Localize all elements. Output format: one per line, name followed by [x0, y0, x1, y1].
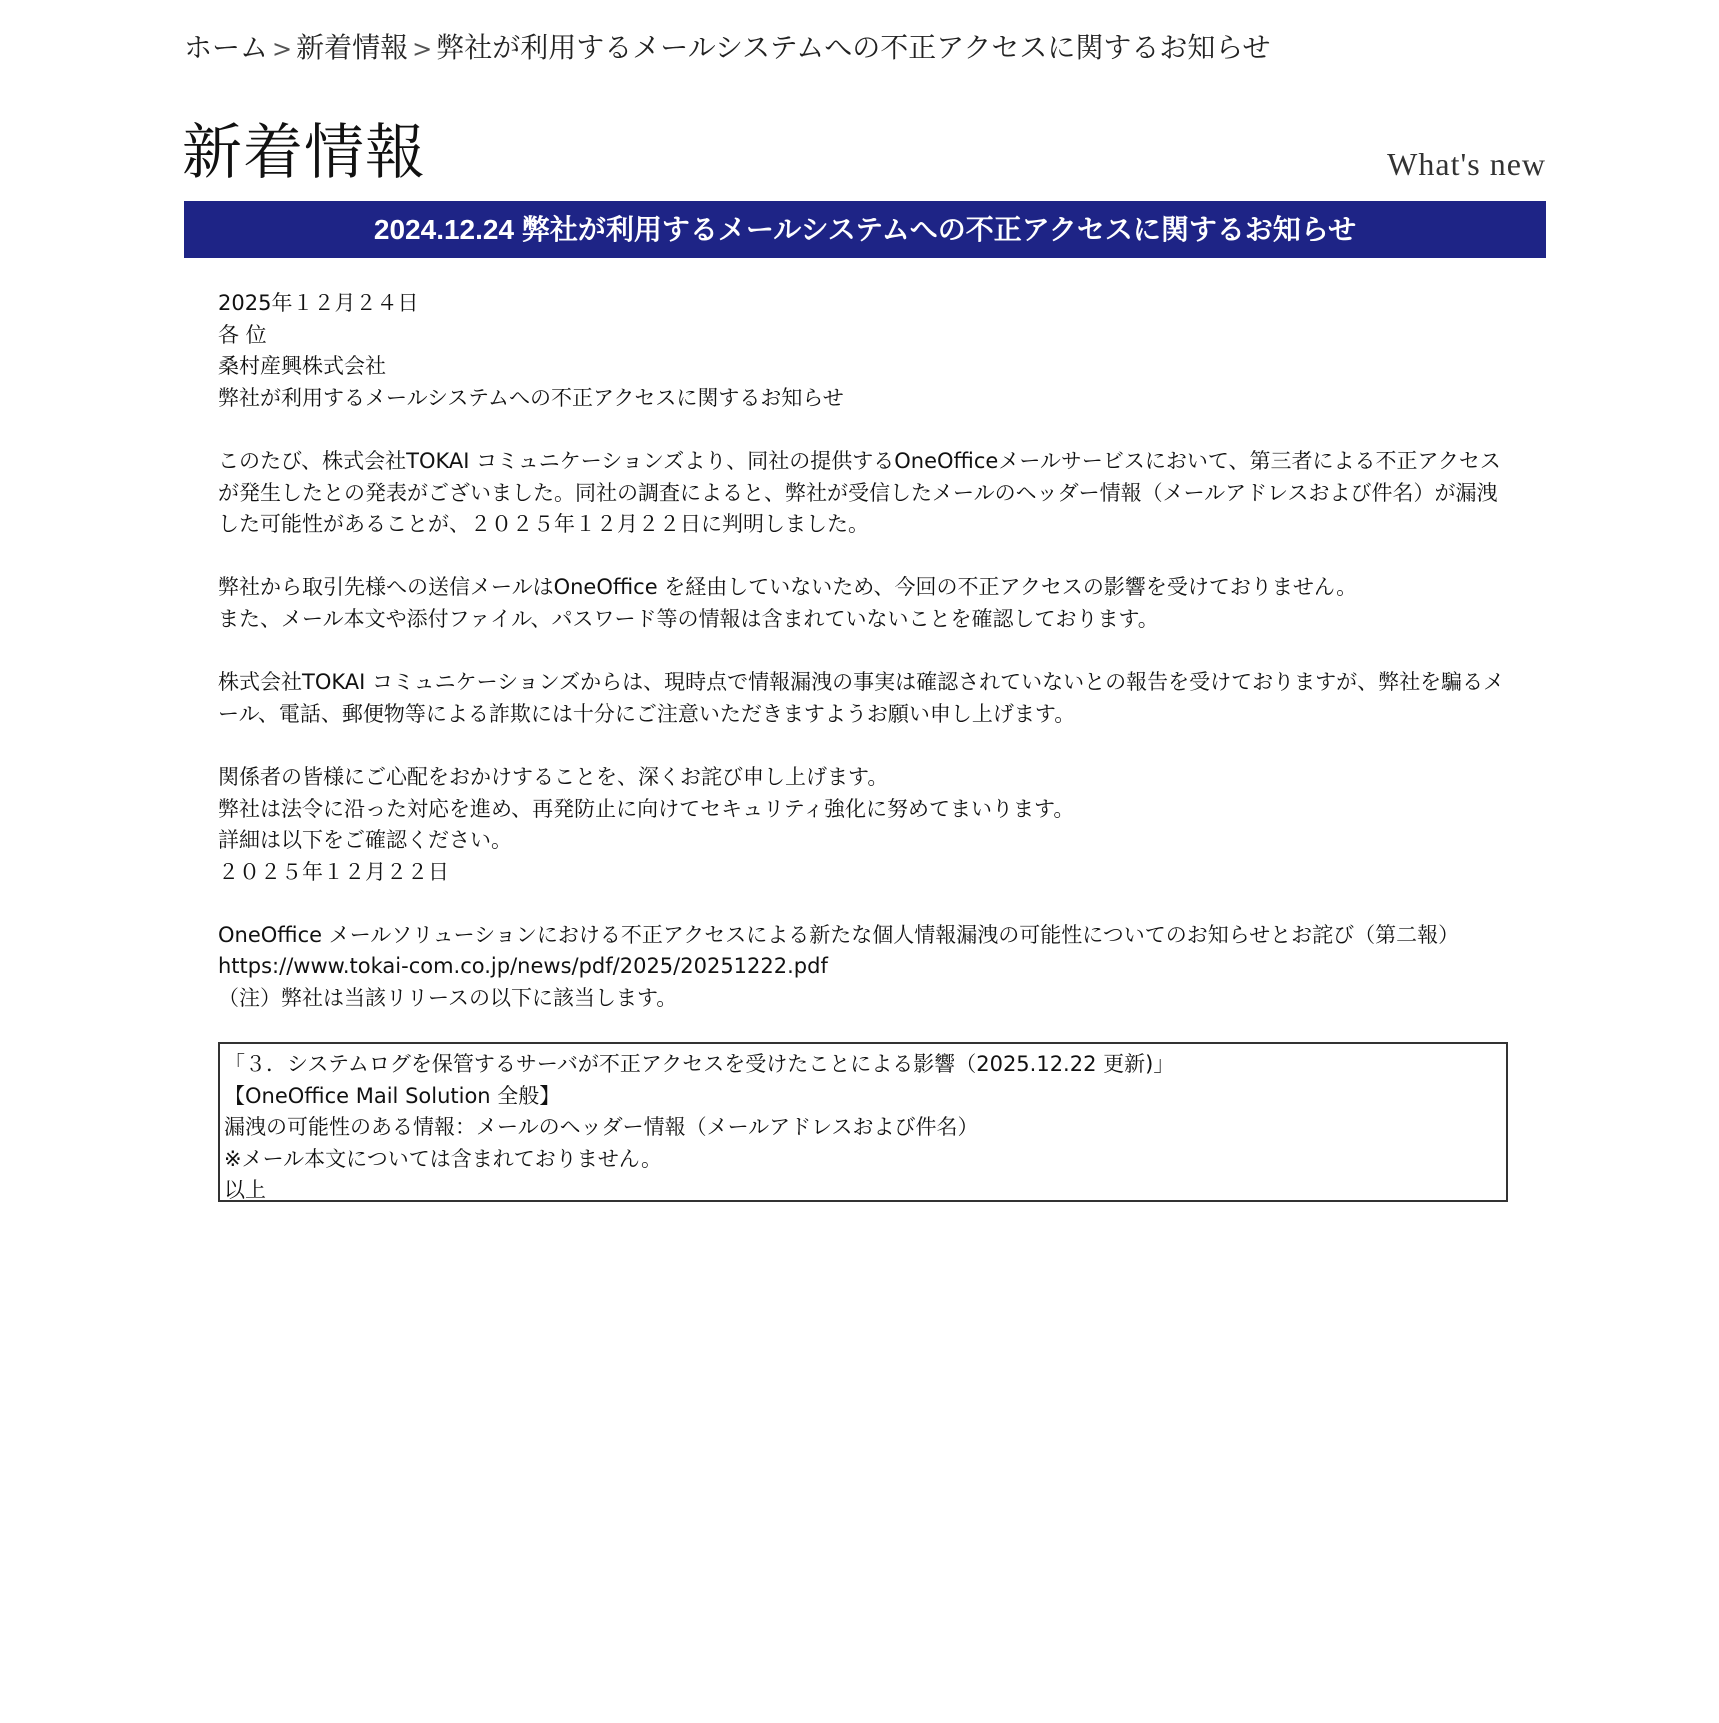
spacer: [218, 730, 1518, 762]
article-paragraph-2-line-2: また、メール本文や添付ファイル、パスワード等の情報は含まれていないことを確認しております。: [218, 606, 1159, 631]
article-subject: 弊社が利用するメールシステムへの不正アクセスに関するお知らせ: [218, 385, 844, 410]
notice-line-2: 【OneOffice Mail Solution 全般】: [224, 1083, 561, 1108]
page-title: 新着情報: [182, 118, 426, 188]
breadcrumb-home-link[interactable]: ホーム: [184, 31, 269, 64]
article-paragraph-3: 株式会社TOKAI コミュニケーションズからは、現時点で情報漏洩の事実は確認されていないとの報告を受けておりますが、弊社を騙るメール、電話、郵便物等による詐欺には十分にご注意いただきますようお願い申し上げます。: [218, 670, 1505, 726]
article-addressee: 各 位: [218, 322, 267, 347]
page-subtitle: What's new: [1387, 146, 1546, 182]
notice-line-3: 漏洩の可能性のある情報：メールのヘッダー情報（メールアドレスおよび件名）: [224, 1115, 979, 1140]
article-heading: 2024.12.24 弊社が利用するメールシステムへの不正アクセスに関するお知らせ: [373, 214, 1357, 245]
notice-line-4: ※メール本文については含まれておりません。: [224, 1146, 663, 1171]
notice-line-1: 「３．システムログを保管するサーバが不正アクセスを受けたことによる影響（2025.12.22 更新)」: [224, 1052, 1175, 1076]
article-paragraph-2-line-1: 弊社から取引先様への送信メールはOneOffice を経由していないため、今回の不正アクセスの影響を受けておりません。: [218, 575, 1358, 600]
breadcrumb-current: 弊社が利用するメールシステムへの不正アクセスに関するお知らせ: [436, 31, 1271, 64]
release-url-link[interactable]: https://www.tokai-com.co.jp/news/pdf/2025/20251222.pdf: [218, 954, 828, 979]
spacer: [218, 414, 1518, 446]
article-paragraph-1: このたび、株式会社TOKAI コミュニケーションズより、同社の提供するOneOfficeメールサービスにおいて、第三者による不正アクセスが発生したとの発表がございました。同社の調査によると、弊社が受信したメールのヘッダー情報（メールアドレスおよび件名）が漏洩した可能性があることが、２０２５年１２月２２日に判明しました。: [218, 448, 1501, 537]
breadcrumb-separator: >: [412, 35, 433, 63]
notice-box: [218, 1042, 1508, 1202]
spacer: [218, 541, 1518, 573]
article-heading-bar: [184, 201, 1546, 258]
article-paragraph-4-line-4: ２０２５年１２月２２日: [218, 859, 449, 884]
breadcrumb-news-link[interactable]: 新着情報: [296, 31, 409, 64]
release-title: OneOffice メールソリューションにおける不正アクセスによる新たな個人情報漏洩の可能性についてのお知らせとお詫び（第二報）: [218, 922, 1460, 947]
spacer: [218, 636, 1518, 668]
spacer: [218, 888, 1518, 920]
breadcrumb-separator: >: [272, 35, 293, 63]
breadcrumb: [184, 28, 1271, 69]
article-body: [218, 288, 1518, 1015]
article-paragraph-4-line-2: 弊社は法令に沿った対応を進め、再発防止に向けてセキュリティ強化に努めてまいります。: [218, 796, 1075, 821]
article-paragraph-4-line-3: 詳細は以下をご確認ください。: [218, 828, 512, 853]
article-paragraph-4-line-1: 関係者の皆様にご心配をおかけすることを、深くお詫び申し上げます。: [218, 764, 889, 789]
article-company: 桑村産興株式会社: [218, 354, 386, 379]
notice-line-5: 以上: [224, 1178, 266, 1203]
article-date: 2025年１２月２４日: [218, 291, 419, 315]
release-note: （注）弊社は当該リリースの以下に該当します。: [218, 986, 678, 1011]
